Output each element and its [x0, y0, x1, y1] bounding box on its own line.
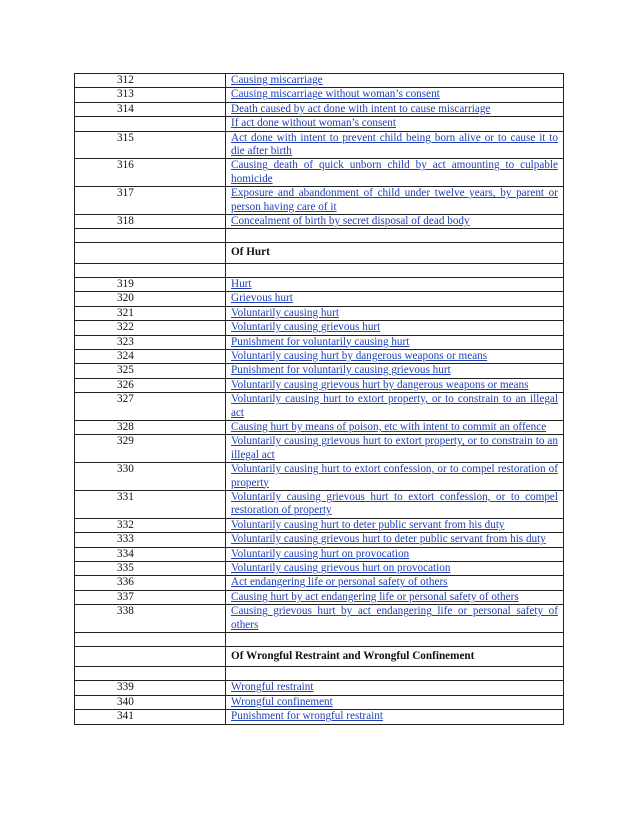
- section-number: 321: [75, 306, 226, 320]
- table-row: [75, 562, 564, 576]
- table-row: [75, 420, 564, 434]
- section-title-link[interactable]: Voluntarily causing grievous hurt to deter public servant from his duty: [231, 533, 546, 546]
- section-number: 312: [75, 74, 226, 88]
- section-title-link[interactable]: Wrongful restraint: [231, 681, 314, 694]
- section-number: 339: [75, 681, 226, 695]
- section-title-cell: [226, 364, 564, 378]
- section-number: 335: [75, 562, 226, 576]
- table-row: [75, 710, 564, 724]
- table-row: [75, 306, 564, 320]
- section-title-link[interactable]: Act done with intent to prevent child being born alive or to cause it to die after birth: [231, 131, 558, 158]
- table-row: [75, 463, 564, 491]
- section-title-link[interactable]: Causing hurt by act endangering life or personal safety of others: [231, 590, 519, 603]
- section-number: 340: [75, 695, 226, 709]
- section-title-cell: [226, 393, 564, 421]
- section-number: 324: [75, 349, 226, 363]
- section-number: 313: [75, 88, 226, 102]
- table-row: [75, 88, 564, 102]
- table-row: [75, 590, 564, 604]
- section-title-link[interactable]: Voluntarily causing grievous hurt to extort property, or to constrain to an illegal act: [231, 435, 558, 461]
- section-title-cell: [226, 435, 564, 463]
- section-title-cell: [226, 562, 564, 576]
- heading-row-wrongful-restraint: [75, 647, 564, 667]
- sections-table: [74, 73, 564, 725]
- section-number: 333: [75, 533, 226, 547]
- section-number: 331: [75, 490, 226, 518]
- section-number: 329: [75, 435, 226, 463]
- section-number: 314: [75, 102, 226, 116]
- section-title-cell: [226, 490, 564, 518]
- section-title-link[interactable]: Voluntarily causing hurt to extort property, or to constrain to an illegal act: [231, 393, 558, 419]
- table-row: [75, 335, 564, 349]
- section-title-link[interactable]: Voluntarily causing hurt to extort confession, or to compel restoration of property: [231, 463, 558, 489]
- table-row: [75, 349, 564, 363]
- empty-cell: [226, 229, 564, 243]
- table-row: [75, 364, 564, 378]
- section-title-cell: [226, 306, 564, 320]
- section-title-cell: [226, 88, 564, 102]
- table-row: [75, 681, 564, 695]
- table-row: [75, 321, 564, 335]
- empty-cell: [226, 263, 564, 277]
- section-title-link[interactable]: Voluntarily causing grievous hurt by dangerous weapons or means: [231, 378, 529, 391]
- table-row: [75, 533, 564, 547]
- section-title-cell: [226, 590, 564, 604]
- section-number: 334: [75, 547, 226, 561]
- section-title-link[interactable]: Causing miscarriage without woman’s consent: [231, 88, 440, 101]
- empty-cell: [75, 647, 226, 667]
- section-number: 322: [75, 321, 226, 335]
- section-title-link[interactable]: Punishment for wrongful restraint: [231, 710, 383, 723]
- empty-cell: [75, 633, 226, 647]
- empty-cell: [226, 667, 564, 681]
- blank-row: [75, 263, 564, 277]
- section-title-link[interactable]: Voluntarily causing hurt: [231, 306, 339, 319]
- section-title-cell: [226, 518, 564, 532]
- section-title-cell: [226, 292, 564, 306]
- empty-cell: [75, 243, 226, 263]
- section-number: 318: [75, 215, 226, 229]
- section-title-cell: [226, 74, 564, 88]
- section-heading: Of Hurt: [226, 243, 564, 263]
- section-title-link[interactable]: Concealment of birth by secret disposal of dead body: [231, 215, 470, 228]
- section-title-link[interactable]: Causing death of quick unborn child by act amounting to culpable homicide: [231, 159, 558, 185]
- section-title-cell: [226, 159, 564, 187]
- section-title-cell: [226, 321, 564, 335]
- table-row: [75, 187, 564, 215]
- table-row: [75, 547, 564, 561]
- table-row: [75, 102, 564, 116]
- section-title-cell: [226, 349, 564, 363]
- blank-row: [75, 667, 564, 681]
- section-number: [75, 117, 226, 131]
- empty-cell: [226, 633, 564, 647]
- section-title-cell: [226, 533, 564, 547]
- section-title-link[interactable]: Grievous hurt: [231, 292, 293, 305]
- section-number: 332: [75, 518, 226, 532]
- sections-table-body: [75, 74, 564, 725]
- section-title-link[interactable]: Voluntarily causing grievous hurt to extort confession, or to compel restoration of property: [231, 490, 558, 517]
- section-title-cell: [226, 695, 564, 709]
- section-title-link[interactable]: Causing hurt by means of poison, etc with intent to commit an offence: [231, 420, 547, 433]
- table-row: [75, 490, 564, 518]
- empty-cell: [75, 667, 226, 681]
- section-number: 341: [75, 710, 226, 724]
- section-title-link[interactable]: Act endangering life or personal safety of others: [231, 576, 448, 589]
- section-title-link[interactable]: Hurt: [231, 277, 252, 290]
- section-number: 316: [75, 159, 226, 187]
- table-row: [75, 74, 564, 88]
- section-title-link[interactable]: Causing miscarriage: [231, 74, 323, 86]
- section-title-link[interactable]: Death caused by act done with intent to cause miscarriage: [231, 102, 491, 115]
- table-row: [75, 292, 564, 306]
- section-title-link[interactable]: Voluntarily causing hurt by dangerous weapons or means: [231, 349, 488, 362]
- heading-row-of-hurt: [75, 243, 564, 263]
- section-number: 327: [75, 393, 226, 421]
- section-title-link[interactable]: Voluntarily causing grievous hurt on provocation: [231, 562, 451, 574]
- section-number: 319: [75, 277, 226, 291]
- section-title-cell: [226, 102, 564, 116]
- section-title-cell: [226, 277, 564, 291]
- section-title-link[interactable]: Voluntarily causing grievous hurt: [231, 321, 381, 334]
- empty-cell: [75, 263, 226, 277]
- blank-row: [75, 633, 564, 647]
- section-title-cell: [226, 187, 564, 215]
- section-title-link[interactable]: If act done without woman’s consent: [231, 117, 396, 130]
- section-title-cell: [226, 131, 564, 159]
- section-title-cell: [226, 117, 564, 131]
- table-row: [75, 131, 564, 159]
- section-title-cell: [226, 576, 564, 590]
- section-number: 317: [75, 187, 226, 215]
- table-row: [75, 576, 564, 590]
- section-title-cell: [226, 547, 564, 561]
- section-title-link[interactable]: Punishment for voluntarily causing hurt: [231, 335, 410, 348]
- section-number: 315: [75, 131, 226, 159]
- section-title-cell: [226, 420, 564, 434]
- table-row: [75, 393, 564, 421]
- section-heading: Of Wrongful Restraint and Wrongful Confinement: [226, 647, 564, 667]
- section-number: 337: [75, 590, 226, 604]
- table-row: [75, 518, 564, 532]
- section-title-cell: [226, 605, 564, 633]
- section-number: 336: [75, 576, 226, 590]
- section-number: 338: [75, 605, 226, 633]
- section-title-link[interactable]: Voluntarily causing hurt on provocation: [231, 547, 410, 560]
- section-number: 320: [75, 292, 226, 306]
- section-title-link[interactable]: Punishment for voluntarily causing grievous hurt: [231, 364, 451, 377]
- section-title-cell: [226, 463, 564, 491]
- section-title-cell: [226, 710, 564, 724]
- table-row: [75, 435, 564, 463]
- table-row: [75, 277, 564, 291]
- section-title-link[interactable]: Exposure and abandonment of child under twelve years, by parent or person having care of it: [231, 187, 558, 213]
- section-title-cell: [226, 335, 564, 349]
- section-title-cell: [226, 215, 564, 229]
- table-row: [75, 117, 564, 131]
- section-number: 330: [75, 463, 226, 491]
- section-number: 323: [75, 335, 226, 349]
- section-title-cell: [226, 378, 564, 392]
- section-number: 328: [75, 420, 226, 434]
- table-row: [75, 215, 564, 229]
- section-title-link[interactable]: Causing grievous hurt by act endangering life or personal safety of others: [231, 605, 558, 631]
- section-number: 325: [75, 364, 226, 378]
- section-title-link[interactable]: Wrongful confinement: [231, 695, 333, 708]
- section-number: 326: [75, 378, 226, 392]
- section-title-cell: [226, 681, 564, 695]
- table-row: [75, 605, 564, 633]
- table-row: [75, 159, 564, 187]
- table-row: [75, 378, 564, 392]
- empty-cell: [75, 229, 226, 243]
- section-title-link[interactable]: Voluntarily causing hurt to deter public servant from his duty: [231, 518, 505, 531]
- blank-row: [75, 229, 564, 243]
- table-row: [75, 695, 564, 709]
